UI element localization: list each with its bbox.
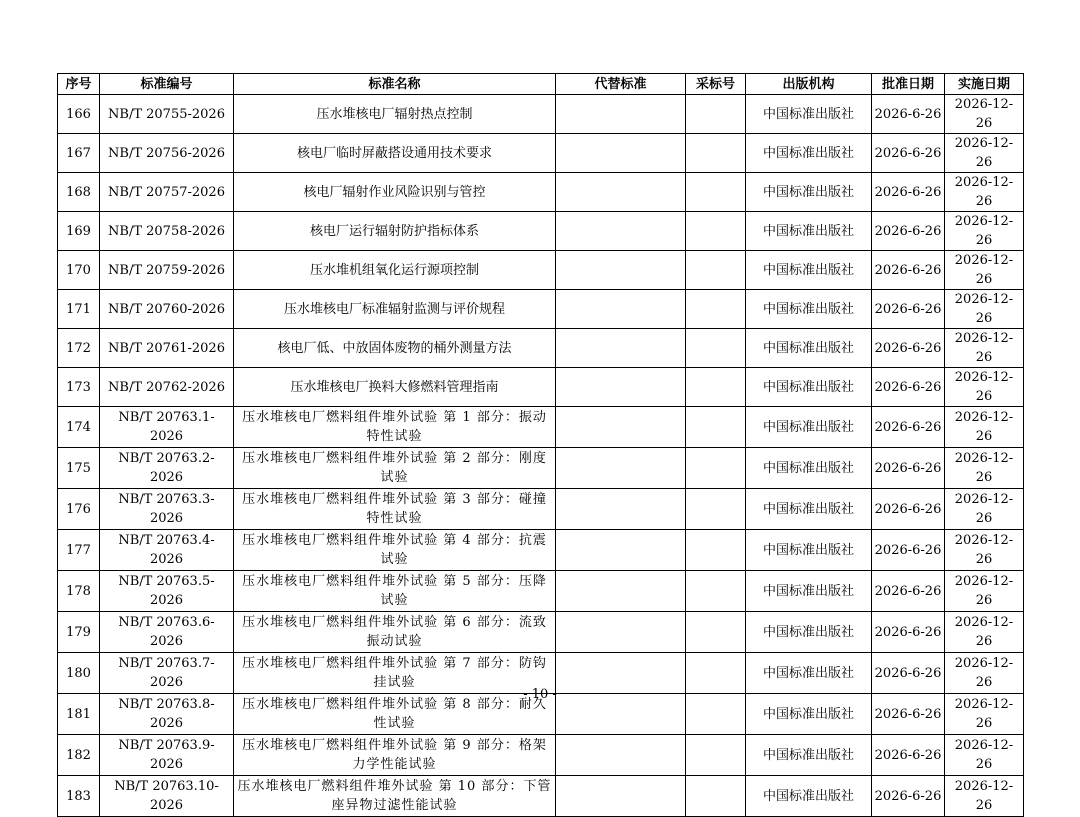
header-replaced-standard: 代替标准 bbox=[556, 74, 686, 95]
cell-publisher: 中国标准出版社 bbox=[746, 694, 872, 735]
table-row bbox=[58, 448, 1024, 489]
cell-adopted-number bbox=[686, 212, 746, 251]
cell-publisher: 中国标准出版社 bbox=[746, 571, 872, 612]
cell-approval-date: 2026-6-26 bbox=[872, 368, 945, 407]
cell-implementation-date: 2026-12-26 bbox=[945, 290, 1024, 329]
cell-serial: 178 bbox=[58, 571, 100, 612]
cell-serial: 175 bbox=[58, 448, 100, 489]
cell-publisher: 中国标准出版社 bbox=[746, 530, 872, 571]
cell-serial: 183 bbox=[58, 776, 100, 817]
cell-adopted-number bbox=[686, 290, 746, 329]
cell-implementation-date: 2026-12-26 bbox=[945, 735, 1024, 776]
cell-replaced-standard bbox=[556, 329, 686, 368]
cell-publisher: 中国标准出版社 bbox=[746, 653, 872, 694]
cell-replaced-standard bbox=[556, 735, 686, 776]
cell-implementation-date: 2026-12-26 bbox=[945, 95, 1024, 134]
cell-standard-code: NB/T 20761-2026 bbox=[100, 329, 234, 368]
cell-adopted-number bbox=[686, 173, 746, 212]
cell-implementation-date: 2026-12-26 bbox=[945, 448, 1024, 489]
cell-standard-name: 压水堆核电厂燃料组件堆外试验 第 5 部分：压降试验 bbox=[234, 571, 556, 612]
cell-serial: 166 bbox=[58, 95, 100, 134]
cell-implementation-date: 2026-12-26 bbox=[945, 571, 1024, 612]
cell-standard-code: NB/T 20758-2026 bbox=[100, 212, 234, 251]
cell-approval-date: 2026-6-26 bbox=[872, 448, 945, 489]
header-approval-date: 批准日期 bbox=[872, 74, 945, 95]
cell-standard-code: NB/T 20763.4-2026 bbox=[100, 530, 234, 571]
cell-approval-date: 2026-6-26 bbox=[872, 134, 945, 173]
cell-serial: 167 bbox=[58, 134, 100, 173]
cell-standard-code: NB/T 20755-2026 bbox=[100, 95, 234, 134]
cell-standard-code: NB/T 20756-2026 bbox=[100, 134, 234, 173]
cell-standard-name: 压水堆核电厂燃料组件堆外试验 第 10 部分：下管座异物过滤性能试验 bbox=[234, 776, 556, 817]
header-standard-name: 标准名称 bbox=[234, 74, 556, 95]
cell-standard-name: 压水堆核电厂燃料组件堆外试验 第 9 部分：格架力学性能试验 bbox=[234, 735, 556, 776]
cell-standard-name: 核电厂运行辐射防护指标体系 bbox=[234, 212, 556, 251]
cell-implementation-date: 2026-12-26 bbox=[945, 653, 1024, 694]
cell-adopted-number bbox=[686, 612, 746, 653]
cell-replaced-standard bbox=[556, 448, 686, 489]
cell-implementation-date: 2026-12-26 bbox=[945, 251, 1024, 290]
cell-approval-date: 2026-6-26 bbox=[872, 776, 945, 817]
cell-implementation-date: 2026-12-26 bbox=[945, 694, 1024, 735]
table-row bbox=[58, 251, 1024, 290]
cell-serial: 171 bbox=[58, 290, 100, 329]
table-row bbox=[58, 368, 1024, 407]
cell-serial: 181 bbox=[58, 694, 100, 735]
cell-approval-date: 2026-6-26 bbox=[872, 407, 945, 448]
cell-publisher: 中国标准出版社 bbox=[746, 251, 872, 290]
cell-approval-date: 2026-6-26 bbox=[872, 251, 945, 290]
cell-replaced-standard bbox=[556, 776, 686, 817]
cell-serial: 170 bbox=[58, 251, 100, 290]
cell-approval-date: 2026-6-26 bbox=[872, 735, 945, 776]
cell-adopted-number bbox=[686, 251, 746, 290]
cell-standard-name: 压水堆核电厂燃料组件堆外试验 第 1 部分：振动特性试验 bbox=[234, 407, 556, 448]
cell-serial: 168 bbox=[58, 173, 100, 212]
cell-implementation-date: 2026-12-26 bbox=[945, 368, 1024, 407]
table-row bbox=[58, 134, 1024, 173]
cell-standard-code: NB/T 20763.6-2026 bbox=[100, 612, 234, 653]
cell-standard-name: 压水堆核电厂燃料组件堆外试验 第 3 部分：碰撞特性试验 bbox=[234, 489, 556, 530]
cell-adopted-number bbox=[686, 571, 746, 612]
cell-standard-code: NB/T 20762-2026 bbox=[100, 368, 234, 407]
cell-serial: 179 bbox=[58, 612, 100, 653]
cell-standard-code: NB/T 20760-2026 bbox=[100, 290, 234, 329]
table-row bbox=[58, 95, 1024, 134]
table-row bbox=[58, 612, 1024, 653]
table-body bbox=[58, 95, 1024, 817]
cell-adopted-number bbox=[686, 134, 746, 173]
cell-replaced-standard bbox=[556, 212, 686, 251]
table-row bbox=[58, 530, 1024, 571]
cell-approval-date: 2026-6-26 bbox=[872, 290, 945, 329]
cell-replaced-standard bbox=[556, 251, 686, 290]
cell-implementation-date: 2026-12-26 bbox=[945, 530, 1024, 571]
cell-adopted-number bbox=[686, 368, 746, 407]
table-row bbox=[58, 776, 1024, 817]
cell-adopted-number bbox=[686, 329, 746, 368]
header-implementation-date: 实施日期 bbox=[945, 74, 1024, 95]
cell-approval-date: 2026-6-26 bbox=[872, 612, 945, 653]
table-row bbox=[58, 489, 1024, 530]
cell-publisher: 中国标准出版社 bbox=[746, 489, 872, 530]
cell-approval-date: 2026-6-26 bbox=[872, 530, 945, 571]
table-row bbox=[58, 290, 1024, 329]
cell-serial: 169 bbox=[58, 212, 100, 251]
cell-publisher: 中国标准出版社 bbox=[746, 448, 872, 489]
cell-replaced-standard bbox=[556, 173, 686, 212]
cell-serial: 173 bbox=[58, 368, 100, 407]
cell-standard-code: NB/T 20763.1-2026 bbox=[100, 407, 234, 448]
cell-publisher: 中国标准出版社 bbox=[746, 612, 872, 653]
cell-standard-code: NB/T 20763.2-2026 bbox=[100, 448, 234, 489]
cell-implementation-date: 2026-12-26 bbox=[945, 329, 1024, 368]
cell-approval-date: 2026-6-26 bbox=[872, 329, 945, 368]
cell-publisher: 中国标准出版社 bbox=[746, 212, 872, 251]
cell-serial: 177 bbox=[58, 530, 100, 571]
cell-standard-name: 压水堆机组氧化运行源项控制 bbox=[234, 251, 556, 290]
cell-publisher: 中国标准出版社 bbox=[746, 776, 872, 817]
table-row bbox=[58, 173, 1024, 212]
cell-standard-code: NB/T 20763.5-2026 bbox=[100, 571, 234, 612]
cell-publisher: 中国标准出版社 bbox=[746, 368, 872, 407]
cell-implementation-date: 2026-12-26 bbox=[945, 489, 1024, 530]
cell-standard-name: 压水堆核电厂标准辐射监测与评价规程 bbox=[234, 290, 556, 329]
cell-serial: 182 bbox=[58, 735, 100, 776]
cell-implementation-date: 2026-12-26 bbox=[945, 134, 1024, 173]
cell-implementation-date: 2026-12-26 bbox=[945, 173, 1024, 212]
cell-standard-name: 压水堆核电厂换料大修燃料管理指南 bbox=[234, 368, 556, 407]
table-row bbox=[58, 571, 1024, 612]
cell-implementation-date: 2026-12-26 bbox=[945, 212, 1024, 251]
cell-publisher: 中国标准出版社 bbox=[746, 290, 872, 329]
cell-standard-name: 核电厂临时屏蔽搭设通用技术要求 bbox=[234, 134, 556, 173]
cell-adopted-number bbox=[686, 530, 746, 571]
cell-approval-date: 2026-6-26 bbox=[872, 95, 945, 134]
cell-approval-date: 2026-6-26 bbox=[872, 694, 945, 735]
cell-replaced-standard bbox=[556, 489, 686, 530]
cell-replaced-standard bbox=[556, 368, 686, 407]
cell-standard-code: NB/T 20759-2026 bbox=[100, 251, 234, 290]
cell-standard-code: NB/T 20763.8-2026 bbox=[100, 694, 234, 735]
cell-standard-code: NB/T 20763.10-2026 bbox=[100, 776, 234, 817]
cell-publisher: 中国标准出版社 bbox=[746, 95, 872, 134]
cell-serial: 180 bbox=[58, 653, 100, 694]
cell-serial: 176 bbox=[58, 489, 100, 530]
cell-replaced-standard bbox=[556, 612, 686, 653]
cell-publisher: 中国标准出版社 bbox=[746, 134, 872, 173]
cell-standard-code: NB/T 20763.9-2026 bbox=[100, 735, 234, 776]
cell-replaced-standard bbox=[556, 407, 686, 448]
cell-approval-date: 2026-6-26 bbox=[872, 571, 945, 612]
cell-adopted-number bbox=[686, 407, 746, 448]
cell-approval-date: 2026-6-26 bbox=[872, 212, 945, 251]
cell-serial: 172 bbox=[58, 329, 100, 368]
cell-standard-name: 压水堆核电厂燃料组件堆外试验 第 2 部分：刚度试验 bbox=[234, 448, 556, 489]
cell-adopted-number bbox=[686, 776, 746, 817]
cell-adopted-number bbox=[686, 735, 746, 776]
cell-standard-name: 核电厂辐射作业风险识别与管控 bbox=[234, 173, 556, 212]
header-adopted-number: 采标号 bbox=[686, 74, 746, 95]
cell-standard-name: 压水堆核电厂燃料组件堆外试验 第 6 部分：流致振动试验 bbox=[234, 612, 556, 653]
header-standard-code: 标准编号 bbox=[100, 74, 234, 95]
cell-approval-date: 2026-6-26 bbox=[872, 653, 945, 694]
cell-approval-date: 2026-6-26 bbox=[872, 489, 945, 530]
cell-publisher: 中国标准出版社 bbox=[746, 735, 872, 776]
cell-replaced-standard bbox=[556, 290, 686, 329]
cell-implementation-date: 2026-12-26 bbox=[945, 407, 1024, 448]
cell-standard-name: 压水堆核电厂辐射热点控制 bbox=[234, 95, 556, 134]
page-number: - 10 - bbox=[523, 687, 557, 702]
cell-adopted-number bbox=[686, 95, 746, 134]
standards-table bbox=[57, 73, 1024, 817]
table-row bbox=[58, 407, 1024, 448]
cell-standard-name: 压水堆核电厂燃料组件堆外试验 第 7 部分：防钩挂试验 bbox=[234, 653, 556, 694]
cell-standard-name: 核电厂低、中放固体废物的桶外测量方法 bbox=[234, 329, 556, 368]
cell-standard-code: NB/T 20763.7-2026 bbox=[100, 653, 234, 694]
cell-serial: 174 bbox=[58, 407, 100, 448]
cell-standard-code: NB/T 20763.3-2026 bbox=[100, 489, 234, 530]
cell-implementation-date: 2026-12-26 bbox=[945, 776, 1024, 817]
cell-standard-code: NB/T 20757-2026 bbox=[100, 173, 234, 212]
cell-approval-date: 2026-6-26 bbox=[872, 173, 945, 212]
table-header-row bbox=[58, 74, 1024, 95]
cell-replaced-standard bbox=[556, 530, 686, 571]
cell-publisher: 中国标准出版社 bbox=[746, 173, 872, 212]
table-row bbox=[58, 329, 1024, 368]
cell-publisher: 中国标准出版社 bbox=[746, 329, 872, 368]
cell-replaced-standard bbox=[556, 95, 686, 134]
cell-adopted-number bbox=[686, 448, 746, 489]
cell-publisher: 中国标准出版社 bbox=[746, 407, 872, 448]
table-row bbox=[58, 212, 1024, 251]
cell-adopted-number bbox=[686, 489, 746, 530]
cell-implementation-date: 2026-12-26 bbox=[945, 612, 1024, 653]
cell-standard-name: 压水堆核电厂燃料组件堆外试验 第 4 部分：抗震试验 bbox=[234, 530, 556, 571]
header-serial: 序号 bbox=[58, 74, 100, 95]
cell-replaced-standard bbox=[556, 134, 686, 173]
cell-replaced-standard bbox=[556, 571, 686, 612]
table-row bbox=[58, 735, 1024, 776]
header-publisher: 出版机构 bbox=[746, 74, 872, 95]
cell-standard-name: 压水堆核电厂燃料组件堆外试验 第 8 部分：耐久性试验 bbox=[234, 694, 556, 735]
